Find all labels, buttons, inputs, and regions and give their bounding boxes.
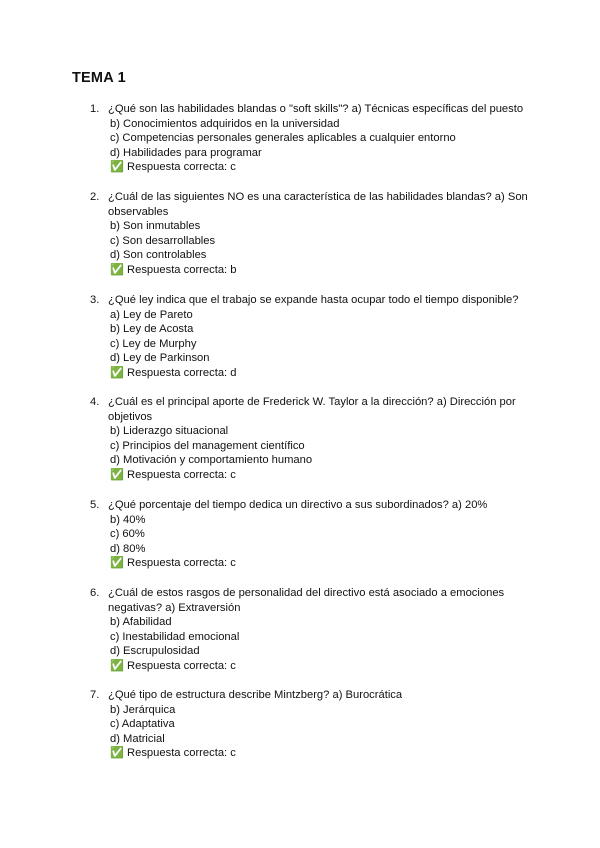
answer-option: b) Conocimientos adquiridos en la universidad (110, 117, 340, 130)
question-item (90, 688, 530, 761)
answer-option: c) Ley de Murphy (110, 337, 197, 350)
correct-answer: ✅ Respuesta correcta: c (110, 468, 236, 481)
correct-answer: ✅ Respuesta correcta: c (110, 747, 236, 760)
correct-answer: ✅ Respuesta correcta: c (110, 557, 236, 570)
answer-option: c) Inestabilidad emocional (110, 630, 240, 643)
question-number: 5. (90, 499, 100, 511)
question-text: ¿Qué son las habilidades blandas o "soft skills"? a) Técnicas específicas del puesto (108, 103, 524, 115)
question-item (90, 395, 530, 483)
answer-option: a) Ley de Pareto (110, 308, 193, 321)
answer-option: c) Son desarrollables (110, 234, 216, 247)
question-text: ¿Qué tipo de estructura describe Mintzberg? a) Burocrática (108, 689, 403, 701)
question-item (90, 586, 530, 674)
correct-answer: ✅ Respuesta correcta: c (110, 659, 236, 672)
answer-option: c) 60% (110, 528, 145, 541)
correct-answer: ✅ Respuesta correcta: d (110, 366, 237, 379)
answer-option: d) Son controlables (110, 249, 207, 262)
question-number: 1. (90, 103, 100, 115)
question-item (90, 293, 530, 381)
question-header (90, 190, 530, 219)
question-header (90, 586, 530, 615)
correct-answer: ✅ Respuesta correcta: c (110, 161, 236, 174)
answer-option: d) Habilidades para programar (110, 146, 262, 159)
answer-option: b) Son inmutables (110, 220, 201, 233)
question-number: 4. (90, 396, 100, 408)
question-item (90, 498, 530, 571)
question-header (90, 102, 530, 117)
question-text: ¿Qué ley indica que el trabajo se expande hasta ocupar todo el tiempo disponible? (108, 294, 519, 306)
question-header (90, 498, 530, 513)
answer-option: b) Ley de Acosta (110, 323, 194, 336)
answer-option: b) Jerárquica (110, 703, 176, 716)
answer-option: d) Matricial (110, 732, 165, 745)
correct-answer: ✅ Respuesta correcta: b (110, 263, 237, 276)
answer-option: b) Afabilidad (110, 616, 172, 629)
question-text: ¿Cuál es el principal aporte de Frederick W. Taylor a la dirección? a) Dirección por objetivos (108, 396, 516, 423)
question-header (90, 688, 530, 703)
answer-option: d) Ley de Parkinson (110, 352, 210, 365)
answer-option: c) Adaptativa (110, 718, 175, 731)
question-header (90, 293, 530, 308)
question-header (90, 395, 530, 424)
question-number: 3. (90, 294, 100, 306)
question-number: 2. (90, 191, 100, 203)
question-number: 6. (90, 587, 100, 599)
question-text: ¿Cuál de estos rasgos de personalidad del directivo está asociado a emociones negativas? a) Extraversión (108, 587, 505, 614)
question-number: 7. (90, 689, 100, 701)
answer-option: d) Escrupulosidad (110, 645, 200, 658)
answer-option: b) Liderazgo situacional (110, 425, 229, 438)
question-item (90, 190, 530, 278)
question-text: ¿Cuál de las siguientes NO es una característica de las habilidades blandas? a) Son observables (108, 191, 528, 218)
answer-option: d) 80% (110, 542, 146, 555)
answer-option: c) Competencias personales generales aplicables a cualquier entorno (110, 132, 456, 145)
page-title: TEMA 1 (72, 70, 126, 86)
answer-option: d) Motivación y comportamiento humano (110, 454, 313, 467)
answer-option: b) 40% (110, 513, 146, 526)
question-item (90, 102, 530, 175)
answer-option: c) Principios del management científico (110, 439, 305, 452)
question-text: ¿Qué porcentaje del tiempo dedica un directivo a sus subordinados? a) 20% (108, 499, 488, 511)
